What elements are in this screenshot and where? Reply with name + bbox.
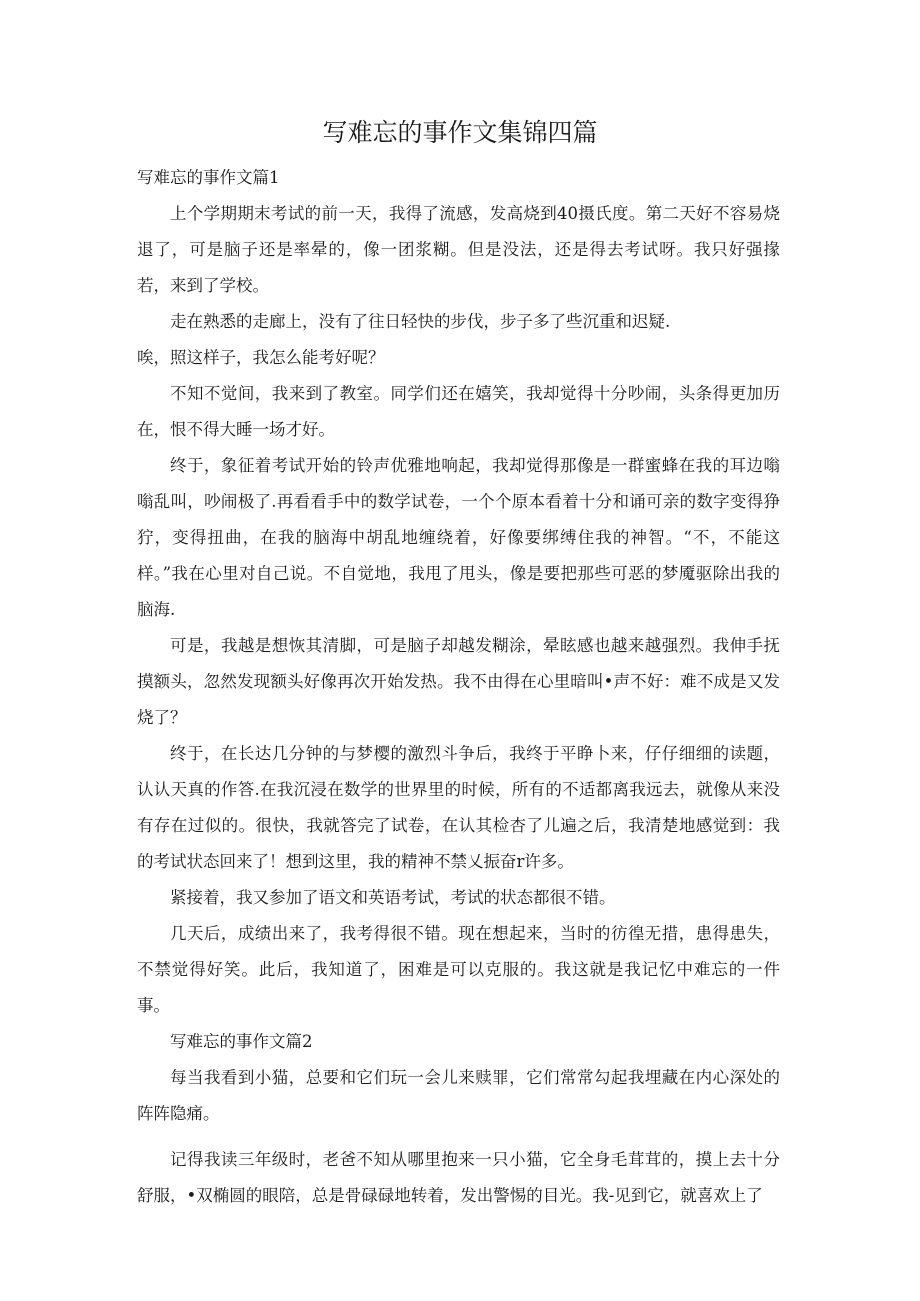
paragraph: 走在熟悉的走廊上，没有了往日轻快的步伐，步子多了些沉重和迟疑. [170, 312, 671, 331]
document-body [137, 160, 780, 1214]
paragraph: 可是，我越是想恢其清脚，可是脑子却越发糊涂，晕眩感也越来越强烈。我伸手抚摸额头，忽然发现额头好像再次开始发热。我不由得在心里暗叫•声不好：难不成是又发烧了？ [137, 636, 780, 727]
paragraph: 唉，照这样子，我怎么能考好呢？ [137, 348, 385, 367]
paragraph: 紧接着，我又参加了语文和英语考试，考试的状态都很不错。 [170, 888, 616, 907]
document-title: 写难忘的事作文集锦四篇 [322, 118, 598, 147]
section-heading-2: 写难忘的事作文篇2 [170, 1032, 313, 1051]
section-heading-1: 写难忘的事作文篇1 [137, 168, 280, 187]
paragraph: 终于，象征着考试开始的铃声优雅地响起，我却觉得那像是一群蜜蜂在我的耳边嗡嗡乱叫，吵闹极了.再看看手中的数学试卷，一个个原本看着十分和诵可亲的数字变得狰狞，变得扭曲，在我的脑海中胡乱地缠绕着，好像要绑缚住我的神智。“不，不能这样。”我在心里对自己说。不自觉地，我甩了甩头，像是要把那些可恶的梦魇驱除出我的脑海. [137, 456, 780, 619]
paragraph: 记得我读三年级时，老爸不知从哪里抱来一只小猫，它全身毛茸茸的，摸上去十分舒服，•双椭圆的眼陪，总是骨碌碌地转着，发出警惕的目光。我-见到它，就喜欢上了 [137, 1150, 780, 1205]
paragraph: 不知不觉间，我来到了教室。同学们还在嬉笑，我却觉得十分吵闹，头条得更加历在，恨不得大睡一场才好。 [137, 384, 780, 439]
paragraph: 上个学期期末考试的前一天，我得了流感，发高烧到40摄氏度。第二天好不容易烧退了，可是脑子还是率晕的，像一团浆糊。但是没法，还是得去考试呀。我只好强掾若，来到了学校。 [137, 204, 780, 295]
paragraph: 每当我看到小猫，总要和它们玩一会儿来赎罪，它们常常勾起我埋藏在内心深处的阵阵隐痛。 [137, 1068, 780, 1123]
paragraph: 终于，在长达几分钟的与梦樱的激烈斗争后，我终于平睁卜来，仔仔细细的读题，认认天真的作答.在我沉浸在数学的世界里的时候，所有的不适都离我远去，就像从来没有存在过似的。很快，我就答完了试卷，在认其检杏了儿遍之后，我清楚地感觉到：我的考试状态回来了！想到这里，我的精神不禁乂振奋r许多。 [137, 744, 780, 871]
paragraph: 几天后，成绩出来了，我考得很不错。现在想起来，当时的彷徨无措，患得患失，不禁觉得好笑。此后，我知道了，困难是可以克服的。我这就是我记忆中难忘的一件事。 [137, 924, 780, 1015]
